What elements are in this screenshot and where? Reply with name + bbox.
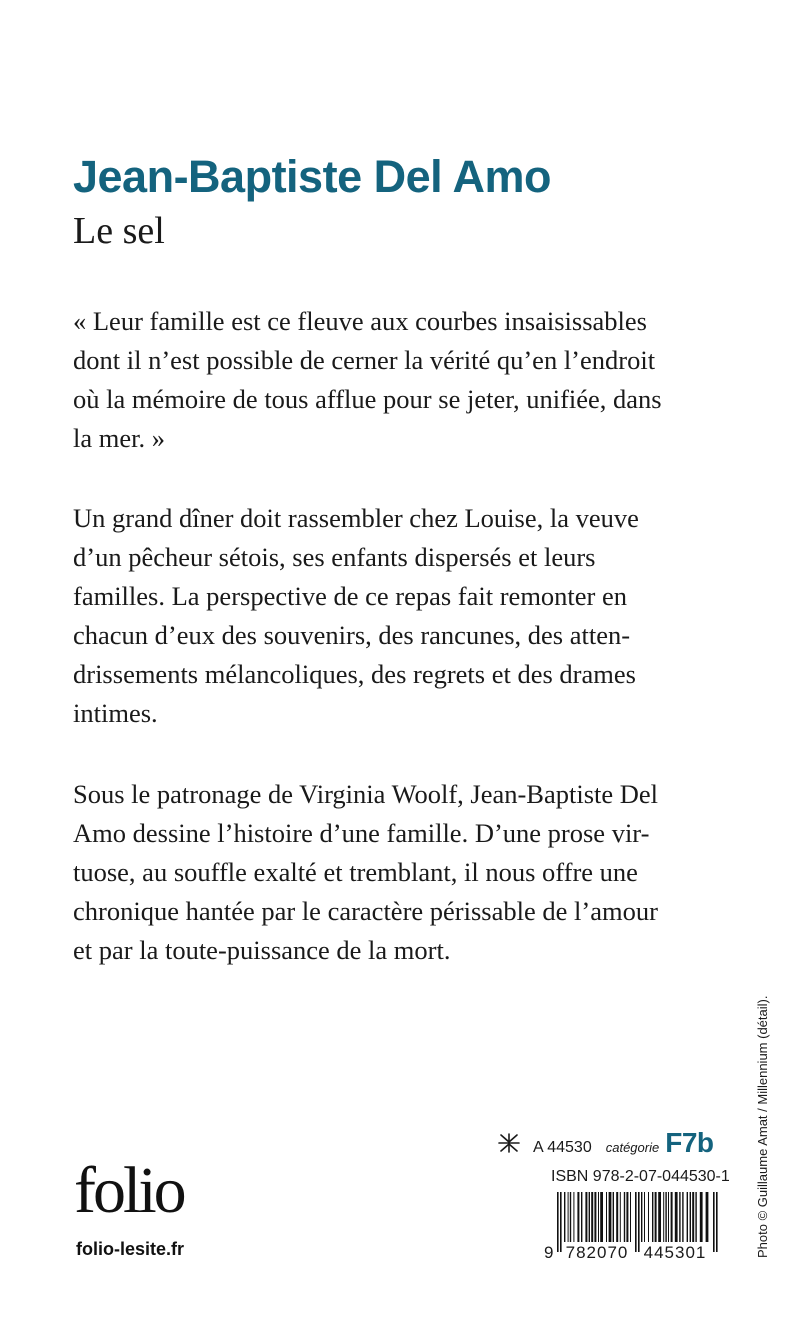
barcode-digits-left: 782070 bbox=[565, 1243, 629, 1262]
author-name: Jean-Baptiste Del Amo bbox=[73, 151, 551, 202]
publisher-website: folio-lesite.fr bbox=[76, 1239, 185, 1259]
barcode-bar bbox=[679, 1192, 680, 1242]
barcode-bar bbox=[598, 1192, 599, 1242]
barcode bbox=[540, 1190, 720, 1262]
isbn-number: ISBN 978-2-07-044530-1 bbox=[551, 1168, 730, 1185]
barcode-bar bbox=[564, 1192, 565, 1242]
summary-paragraph-2 bbox=[73, 775, 721, 970]
summary-line: intimes. bbox=[73, 698, 158, 728]
barcode-guard-bar bbox=[638, 1192, 640, 1252]
barcode-digits-right: 445301 bbox=[643, 1243, 707, 1262]
barcode-guard-bar bbox=[716, 1192, 718, 1252]
barcode-bar bbox=[609, 1192, 612, 1242]
barcode-bar bbox=[682, 1192, 683, 1242]
gallimard-logo-icon bbox=[497, 1132, 521, 1154]
summary-line: et par la toute-puissance de la mort. bbox=[73, 935, 451, 965]
barcode-bar bbox=[594, 1192, 596, 1242]
barcode-bar bbox=[695, 1192, 696, 1242]
summary-line: drissements mélancoliques, des regrets et des drames bbox=[73, 659, 636, 689]
barcode-bar bbox=[581, 1192, 582, 1242]
barcode-bar bbox=[644, 1192, 645, 1242]
quote-line: la mer. » bbox=[73, 423, 165, 453]
summary-line: chronique hantée par le caractère périssable de l’amour bbox=[73, 896, 658, 926]
barcode-bar bbox=[626, 1192, 628, 1242]
summary-line: d’un pêcheur sétois, ses enfants dispersés et leurs bbox=[73, 542, 596, 572]
quote-line: « Leur famille est ce fleuve aux courbes insaisissables bbox=[73, 306, 647, 336]
barcode-bar bbox=[613, 1192, 614, 1242]
summary-line: chacun d’eux des souvenirs, des rancunes, des atten- bbox=[73, 620, 631, 650]
photo-credit: Photo © Guillaume Amat / Millennium (détail). bbox=[755, 995, 770, 1258]
book-title: Le sel bbox=[73, 210, 165, 252]
barcode-bar bbox=[573, 1192, 574, 1242]
barcode-bar bbox=[652, 1192, 653, 1242]
barcode-bar bbox=[692, 1192, 694, 1242]
barcode-bar bbox=[665, 1192, 666, 1242]
barcode-bar bbox=[655, 1192, 657, 1242]
quote-line: dont il n’est possible de cerner la vérité qu’en l’endroit bbox=[73, 345, 656, 375]
barcode-bar bbox=[675, 1192, 678, 1242]
barcode-bar bbox=[616, 1192, 618, 1242]
barcode-bar bbox=[606, 1192, 607, 1242]
barcode-guard-bar bbox=[560, 1192, 562, 1252]
summary-line: tuose, au souffle exalté et tremblant, il nous offre une bbox=[73, 857, 638, 887]
barcode-bar bbox=[589, 1192, 590, 1242]
back-cover-quote bbox=[73, 302, 721, 458]
folio-logo: folio bbox=[74, 1154, 184, 1227]
barcode-bar bbox=[630, 1192, 631, 1242]
barcode-bar bbox=[706, 1192, 709, 1242]
summary-line: Un grand dîner doit rassembler chez Louise, la veuve bbox=[73, 503, 639, 533]
barcode-bar bbox=[687, 1192, 688, 1242]
summary-line: familles. La perspective de ce repas fait remonter en bbox=[73, 581, 628, 611]
barcode-bar bbox=[658, 1192, 661, 1242]
barcode-bar bbox=[671, 1192, 673, 1242]
barcode-bar bbox=[585, 1192, 587, 1242]
summary-paragraph-1 bbox=[73, 499, 721, 733]
quote-line: où la mémoire de tous afflue pour se jeter, unifiée, dans bbox=[73, 384, 662, 414]
summary-line: Sous le patronage de Virginia Woolf, Jean-Baptiste Del bbox=[73, 779, 659, 809]
category-code: F7b bbox=[665, 1127, 714, 1158]
barcode-bar bbox=[624, 1192, 625, 1242]
barcode-bar bbox=[600, 1192, 603, 1242]
barcode-bar bbox=[668, 1192, 669, 1242]
barcode-guard-bar bbox=[557, 1192, 559, 1252]
barcode-bar bbox=[591, 1192, 593, 1242]
barcode-digit-prefix: 9 bbox=[544, 1243, 554, 1262]
summary-line: Amo dessine l’histoire d’une famille. D’une prose vir- bbox=[73, 818, 650, 848]
barcode-guard-bar bbox=[635, 1192, 637, 1252]
barcode-bar bbox=[648, 1192, 649, 1242]
barcode-bar bbox=[663, 1192, 664, 1242]
catalog-code: A 44530 bbox=[533, 1139, 592, 1156]
catalog-info bbox=[497, 1127, 714, 1159]
barcode-bar bbox=[620, 1192, 621, 1242]
barcode-bar bbox=[700, 1192, 703, 1242]
barcode-guard-bar bbox=[713, 1192, 715, 1252]
barcode-bar bbox=[570, 1192, 571, 1242]
barcode-bar bbox=[577, 1192, 579, 1242]
barcode-bar bbox=[568, 1192, 569, 1242]
barcode-bar bbox=[690, 1192, 691, 1242]
category-label: catégorie bbox=[605, 1140, 660, 1155]
barcode-bar bbox=[641, 1192, 642, 1242]
